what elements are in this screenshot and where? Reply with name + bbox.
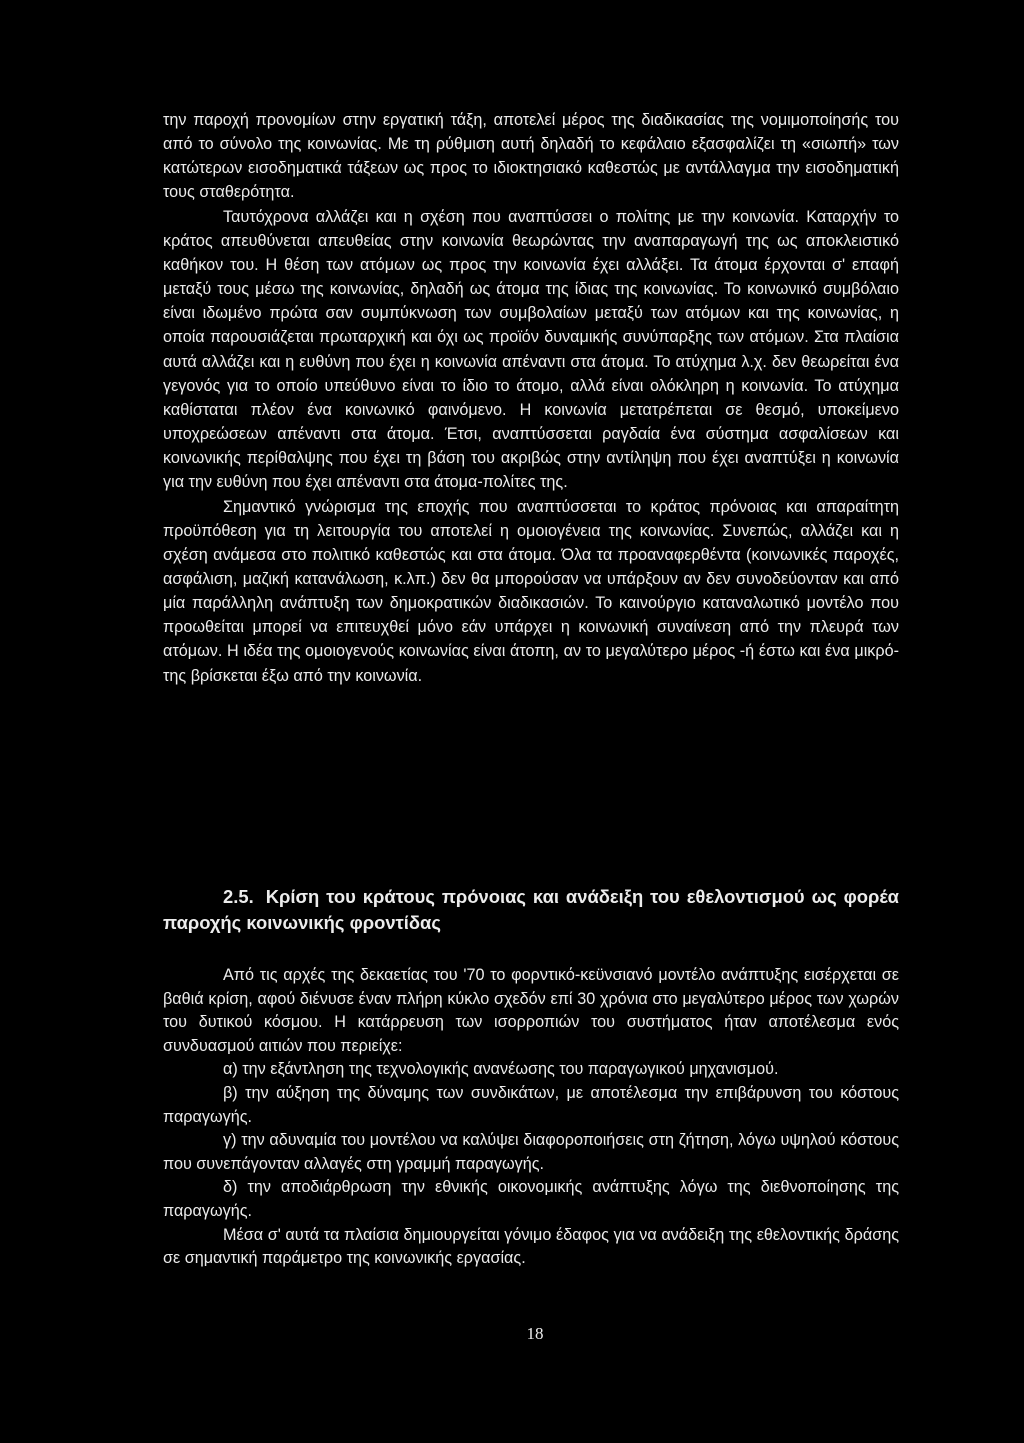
- list-item: β) την αύξηση της δύναμης των συνδικάτων, με αποτέλεσμα την επιβάρυνση του κόστους παραγωγής.: [163, 1083, 899, 1126]
- list-item: α) την εξάντληση της τεχνολογικής ανανέωσης του παραγωγικού μηχανισμού.: [223, 1060, 779, 1079]
- paragraph: Μέσα σ' αυτά τα πλαίσια δημιουργείται γόνιμο έδαφος για να ανάδειξη της εθελοντικής δράσης σε σημαντική παράμετρο της κοινωνικής εργασίας.: [163, 1225, 899, 1268]
- body-text-top: [163, 108, 899, 688]
- section-title: Κρίση του κράτους πρόνοιας και ανάδειξη του εθελοντισμού ως φορέα παροχής κοινωνικής φροντίδας: [163, 886, 899, 933]
- page-number: 18: [526, 1324, 544, 1343]
- paragraph: Σημαντικό γνώρισμα της εποχής που αναπτύσσεται το κράτος πρόνοιας και απαραίτητη προϋπόθεση για τη λειτουργία του αποτελεί η ομοιογένεια της κοινωνίας. Συνεπώς, αλλάζει και η σχέση ανάμεσα στο πολιτικό καθεστώς και στα άτομα. Όλα τα προαναφερθέντα (κοινωνικές παροχές, ασφάλιση, μαζική κατανάλωση, κ.λπ.) δεν θα μπορούσαν να υπάρξουν αν δεν συνοδεύονταν και από μία παράλληλη ανάπτυξη των δημοκρατικών διαδικασιών. Το καινούργιο καταναλωτικό μοντέλο που προωθείται μπορεί να επιτευχθεί μόνο εάν υπάρχει η κοινωνική συναίνεση από την πλευρά των ατόμων. Η ιδέα της ομοιογενούς κοινωνίας είναι άτοπη, αν το μεγαλύτερο μέρος -ή έστω και ένα μικρό- της βρίσκεται έξω από την κοινωνία.: [163, 497, 899, 685]
- body-text-bottom: [163, 964, 899, 1271]
- paragraph: Από τις αρχές της δεκαετίας του '70 το φορντικό-κεϋνσιανό μοντέλο ανάπτυξης εισέρχεται σε βαθιά κρίση, αφού διένυσε έναν πλήρη κύκλο σχεδόν επί 30 χρόνια στο μεγαλύτερο μέρος των χωρών του δυτικού κόσμου. Η κατάρρευση των ισορροπιών του συστήματος ήταν αποτέλεσμα ενός συνδυασμού αιτιών που περιείχε:: [163, 966, 899, 1055]
- paragraph: την παροχή προνομίων στην εργατική τάξη, αποτελεί μέρος της διαδικασίας της νομιμοποίησής του από το σύνολο της κοινωνίας. Με τη ρύθμιση αυτή δηλαδή το κεφάλαιο εξασφαλίζει τη «σιωπή» των κατώτερων εισοδηματικά τάξεων ως προς το ιδιοκτησιακό καθεστώς με αντάλλαγμα την εισοδηματική τους σταθερότητα.: [163, 111, 899, 202]
- list-item: δ) την αποδιάρθρωση την εθνικής οικονομικής ανάπτυξης λόγω της διεθνοποίησης της παραγωγής.: [163, 1178, 899, 1220]
- list-item: γ) την αδυναμία του μοντέλου να καλύψει διαφοροποιήσεις στη ζήτηση, λόγω υψηλού κόστους που συνεπάγονταν αλλαγές στη γραμμή παραγωγής.: [163, 1131, 899, 1173]
- paragraph: Ταυτόχρονα αλλάζει και η σχέση που αναπτύσσει ο πολίτης με την κοινωνία. Καταρχήν το κράτος απευθύνεται απευθείας στην κοινωνία θεωρώντας την αναπαραγωγή της ως αποκλειστικό καθήκον του. Η θέση των ατόμων ως προς την κοινωνία έχει αλλάξει. Τα άτομα έρχονται σ' επαφή μεταξύ τους μέσω της κοινωνίας, δηλαδή ως άτομα της ίδιας της κοινωνίας. Το κοινωνικό συμβόλαιο είναι ιδωμένο πρώτα σαν συμπύκνωση των συμβολαίων μεταξύ των ατόμων και της κοινωνίας, η οποία παρουσιάζεται πρωταρχική και όχι ως προϊόν δυναμικής συνύπαρξης των ατόμων. Στα πλαίσια αυτά αλλάζει και η ευθύνη που έχει η κοινωνία απέναντι στα άτομα. Το ατύχημα λ.χ. δεν θεωρείται ένα γεγονός για το οποίο υπεύθυνο είναι το ίδιο το άτομο, αλλά είναι ολόκληρη η κοινωνία. Το ατύχημα καθίσταται πλέον ένα κοινωνικό φαινόμενο. Η κοινωνία μετατρέπεται σε θεσμό, υποκείμενο υποχρεώσεων απέναντι στα άτομα. Έτσι, αναπτύσσεται ραγδαία ένα σύστημα ασφαλίσεων και κοινωνικής περίθαλψης που έχει τη βάση του ακριβώς στην αντίληψη που έχει αναπτύξει η κοινωνία για την ευθύνη που έχει απέναντι στα άτομα-πολίτες της.: [163, 207, 899, 492]
- section-number: 2.5.: [223, 886, 254, 907]
- section-heading: [163, 884, 899, 936]
